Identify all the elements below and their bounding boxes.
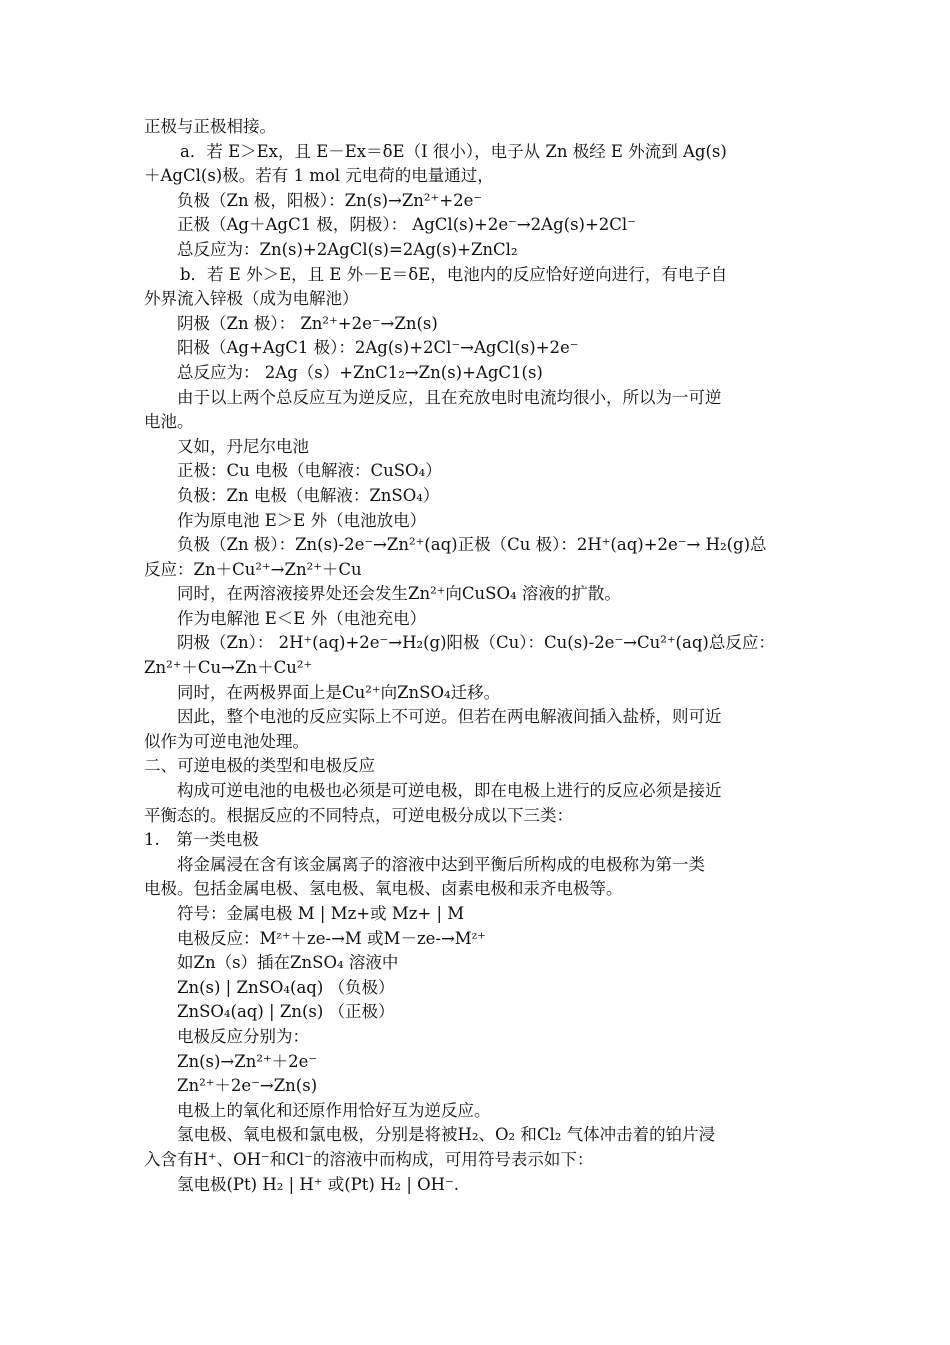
text-line: Zn(s) | ZnSO₄(aq) （负极） <box>177 977 395 997</box>
text-line: 由于以上两个总反应互为逆反应，且在充放电时电流均很小，所以为一可逆 <box>177 387 722 407</box>
text-line: Zn(s)→Zn²⁺＋2e⁻ <box>177 1051 318 1071</box>
text-line: 氢电极(Pt) H₂ | H⁺ 或(Pt) H₂ | OH⁻. <box>177 1174 460 1194</box>
text-line: 阴极（Zn）： 2H⁺(aq)+2e⁻→H₂(g)阳极（Cu）：Cu(s)-2e⁻→Cu²⁺(aq)总反应： <box>177 633 775 653</box>
text-line: 正极（Ag＋AgC1 极，阴极）： AgCl(s)+2e⁻→2Ag(s)+2Cl⁻ <box>177 215 636 235</box>
text-line: 1. 第一类电极 <box>144 830 259 850</box>
text-line: 如Zn（s）插在ZnSO₄ 溶液中 <box>177 953 399 973</box>
text-line: ZnSO₄(aq) | Zn(s) （正极） <box>177 1002 395 1022</box>
text-line: 因此，整个电池的反应实际上不可逆。但若在两电解液间插入盐桥，则可近 <box>177 707 722 727</box>
text-line: 电极反应：Mᶻ⁺＋ze-→M 或M－ze-→Mᶻ⁺ <box>177 928 486 948</box>
document-body <box>144 115 812 1197</box>
text-line: 阴极（Zn 极）： Zn²⁺+2e⁻→Zn(s) <box>177 313 438 333</box>
text-line: 电池。 <box>144 412 194 432</box>
text-line: 同时，在两极界面上是Cu²⁺向ZnSO₄迁移。 <box>177 682 501 702</box>
text-line: 将金属浸在含有该金属离子的溶液中达到平衡后所构成的电极称为第一类 <box>177 854 705 874</box>
text-line: 作为原电池 E＞E 外（电池放电） <box>177 510 427 530</box>
text-line: 符号：金属电极 M | Mz+或 Mz+ | M <box>177 904 465 923</box>
text-line: Zn²⁺＋Cu→Zn＋Cu²⁺ <box>144 658 313 678</box>
text-line: 电极。包括金属电极、氢电极、氧电极、卤素电极和汞齐电极等。 <box>144 879 623 899</box>
text-line: 同时，在两溶液接界处还会发生Zn²⁺向CuSO₄ 溶液的扩散。 <box>177 584 621 604</box>
text-line: Zn²⁺＋2e⁻→Zn(s) <box>177 1076 318 1096</box>
text-line: b．若 E 外＞E，且 E 外－E＝δE，电池内的反应恰好逆向进行，有电子自 <box>180 264 728 284</box>
text-line: 阳极（Ag+AgC1 极）：2Ag(s)+2Cl⁻→AgCl(s)+2e⁻ <box>177 338 579 358</box>
text-line: 入含有H⁺、OH⁻和Cl⁻的溶液中而构成，可用符号表示如下： <box>144 1149 594 1169</box>
text-line: 构成可逆电池的电极也必须是可逆电极，即在电极上进行的反应必须是接近 <box>177 781 722 801</box>
text-line: 反应：Zn＋Cu²⁺→Zn²⁺＋Cu <box>144 559 362 579</box>
text-line: 正极：Cu 电极（电解液：CuSO₄） <box>177 461 442 481</box>
text-line: 负极：Zn 电极（电解液：ZnSO₄） <box>177 485 440 505</box>
text-line: 负极（Zn 极，阳极）：Zn(s)→Zn²⁺+2e⁻ <box>177 190 483 210</box>
text-line: a．若 E＞Ex，且 E－Ex＝δE（I 很小），电子从 Zn 极经 E 外流到 Ag(s) <box>180 141 727 161</box>
text-line: 二、可逆电极的类型和电极反应 <box>144 756 375 776</box>
text-line: 似作为可逆电池处理。 <box>144 731 309 751</box>
text-line: 电极反应分别为： <box>177 1026 309 1046</box>
text-line: 电极上的氧化和还原作用恰好互为逆反应。 <box>177 1100 491 1120</box>
text-line: ＋AgCl(s)极。若有 1 mol 元电荷的电量通过， <box>144 166 494 186</box>
text-line: 作为电解池 E＜E 外（电池充电） <box>177 608 427 628</box>
text-line: 外界流入锌极（成为电解池） <box>144 289 359 309</box>
text-line: 负极（Zn 极）：Zn(s)-2e⁻→Zn²⁺(aq)正极（Cu 极）：2H⁺(aq)+2e⁻→ H₂(g)总 <box>177 535 767 555</box>
text-line: 总反应为：Zn(s)+2AgCl(s)=2Ag(s)+ZnCl₂ <box>177 239 518 259</box>
text-line: 总反应为： 2Ag（s）+ZnC1₂→Zn(s)+AgC1(s) <box>177 362 543 382</box>
text-line: 氢电极、氧电极和氯电极，分别是将被H₂、O₂ 和Cl₂ 气体冲击着的铂片浸 <box>177 1125 716 1145</box>
text-line: 正极与正极相接。 <box>144 117 276 136</box>
text-line: 平衡态的。根据反应的不同特点，可逆电极分成以下三类： <box>144 805 573 825</box>
text-line: 又如，丹尼尔电池 <box>177 436 309 456</box>
